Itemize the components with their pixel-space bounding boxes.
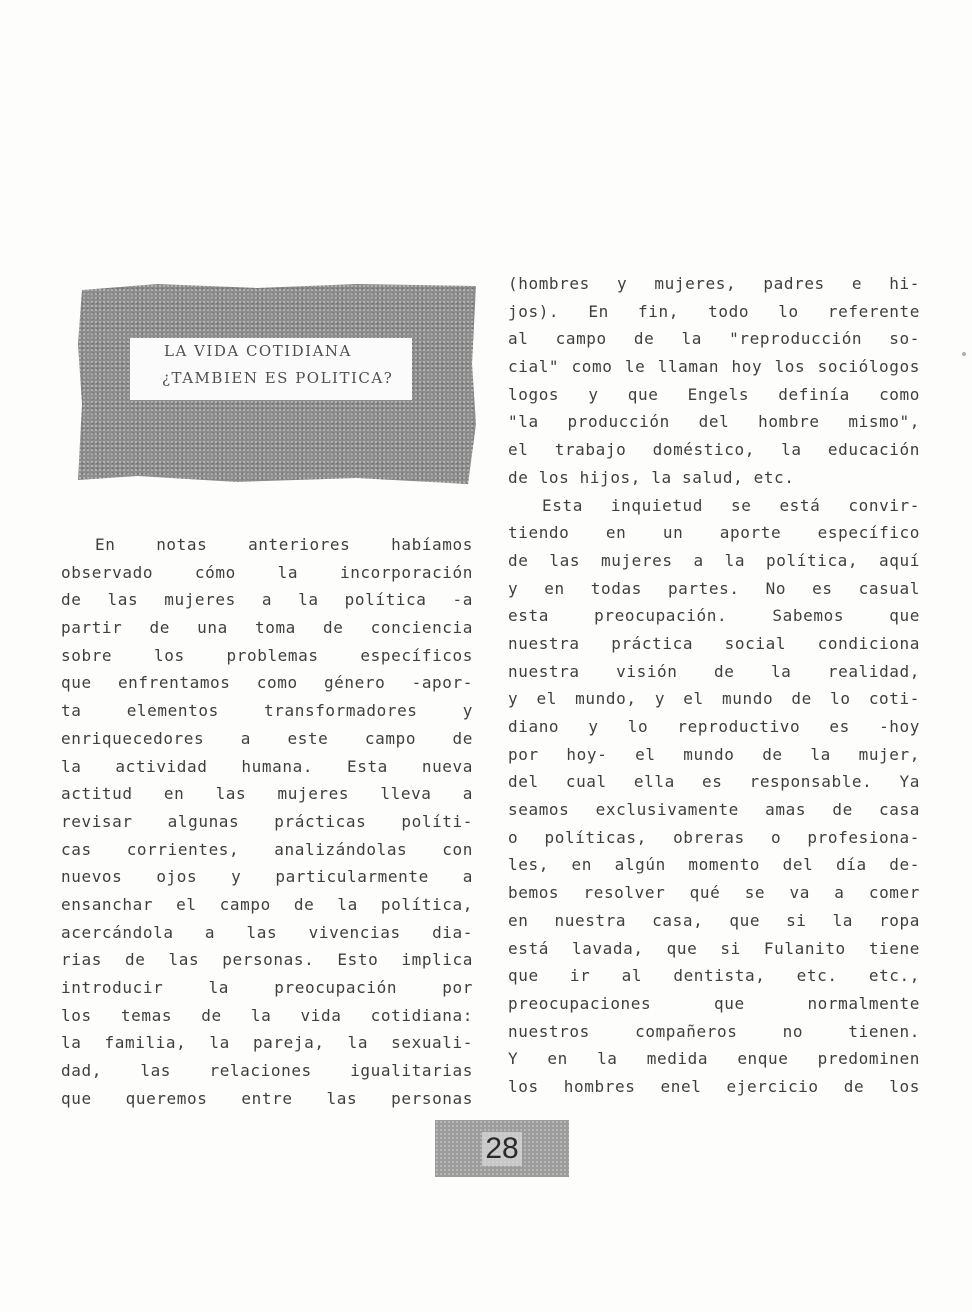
paragraph-line: o políticas, obreras o profesiona- xyxy=(508,827,920,847)
article-title xyxy=(130,338,412,400)
paragraph-line: cas corrientes, analizándolas con xyxy=(61,839,473,859)
paragraph-line: nuevos ojos y particularmente a xyxy=(61,867,473,887)
paragraph-line: dad, las relaciones igualitarias xyxy=(61,1061,473,1081)
paragraph-line: esta preocupación. Sabemos que xyxy=(508,606,920,626)
title-line-2: ¿TAMBIEN ES POLITICA? xyxy=(162,369,394,387)
paragraph-line: les, en algún momento del día de- xyxy=(508,855,920,875)
paragraph-line: preocupaciones que normalmente xyxy=(508,993,920,1013)
paragraph-line: la familia, la pareja, la sexuali- xyxy=(61,1033,473,1053)
ink-speck xyxy=(962,352,966,356)
paragraph-line: en nuestra casa, que si la ropa xyxy=(508,910,920,930)
paragraph-line: introducir la preocupación por xyxy=(61,978,473,997)
paragraph-line: del cual ella es responsable. Ya xyxy=(508,772,920,792)
title-line-1: LA VIDA COTIDIANA xyxy=(164,342,352,360)
paragraph-line: al campo de la "reproducción so- xyxy=(508,329,920,349)
paragraph-line: y el mundo, y el mundo de lo coti- xyxy=(508,689,920,709)
paragraph-line: nuestra visión de la realidad, xyxy=(508,661,920,681)
paragraph-line: seamos exclusivamente amas de casa xyxy=(508,800,920,820)
paragraph-line: el trabajo doméstico, la educación xyxy=(508,440,920,460)
left-column xyxy=(61,531,473,1112)
paragraph-line: por hoy- el mundo de la mujer, xyxy=(508,744,920,764)
paragraph-line: que enfrentamos como género -apor- xyxy=(61,673,473,693)
paragraph-line: En notas anteriores habíamos xyxy=(95,535,473,554)
paragraph-line: jos). En fin, todo lo referente xyxy=(508,301,920,321)
paragraph-line: bemos resolver qué se va a comer xyxy=(508,883,920,903)
paragraph-line: logos y que Engels definía como xyxy=(508,384,920,404)
paragraph-line: acercándola a las vivencias dia- xyxy=(61,922,473,942)
paragraph-line: está lavada, que si Fulanito tiene xyxy=(508,938,920,958)
paragraph-line: sobre los problemas específicos xyxy=(61,645,473,665)
paragraph-line: Esta inquietud se está convir- xyxy=(542,495,920,515)
paragraph-line: que ir al dentista, etc. etc., xyxy=(508,966,920,986)
right-column xyxy=(508,270,920,1101)
paragraph-line: de las mujeres a la política -a xyxy=(61,590,473,610)
paragraph-line: los temas de la vida cotidiana: xyxy=(61,1005,473,1025)
paragraph-line: cial" como le llaman hoy los sociólogos xyxy=(508,357,920,377)
paragraph-line: que queremos entre las personas xyxy=(61,1088,473,1108)
paragraph-line: Y en la medida enque predominen xyxy=(508,1049,920,1069)
paragraph-line: nuestros compañeros no tienen. xyxy=(508,1021,920,1041)
paragraph-line: (hombres y mujeres, padres e hi- xyxy=(508,274,920,293)
paragraph-line: ensanchar el campo de la política, xyxy=(61,894,473,914)
paragraph-line: "la producción del hombre mismo", xyxy=(508,412,920,432)
paragraph-line: actitud en las mujeres lleva a xyxy=(61,784,473,804)
paragraph-line: la actividad humana. Esta nueva xyxy=(61,756,473,776)
paragraph-line: rias de las personas. Esto implica xyxy=(61,950,473,970)
paragraph-line: revisar algunas prácticas políti- xyxy=(61,811,473,831)
paragraph-line: y en todas partes. No es casual xyxy=(508,578,920,598)
paragraph-line: partir de una toma de conciencia xyxy=(61,618,473,638)
page-number: 28 xyxy=(482,1132,521,1166)
paragraph-line: diano y lo reproductivo es -hoy xyxy=(508,717,920,736)
paragraph-line: ta elementos transformadores y xyxy=(61,701,473,721)
paragraph-line: nuestra práctica social condiciona xyxy=(508,633,920,653)
paragraph-line: observado cómo la incorporación xyxy=(61,562,473,582)
paragraph-line: de las mujeres a la política, aquí xyxy=(508,550,920,570)
paragraph-line: enriquecedores a este campo de xyxy=(61,728,473,748)
paragraph-line: de los hijos, la salud, etc. xyxy=(508,467,795,487)
paragraph-line: tiendo en un aporte específico xyxy=(508,523,920,543)
page-number-box xyxy=(435,1120,569,1177)
paragraph-line: los hombres enel ejercicio de los xyxy=(508,1076,920,1096)
